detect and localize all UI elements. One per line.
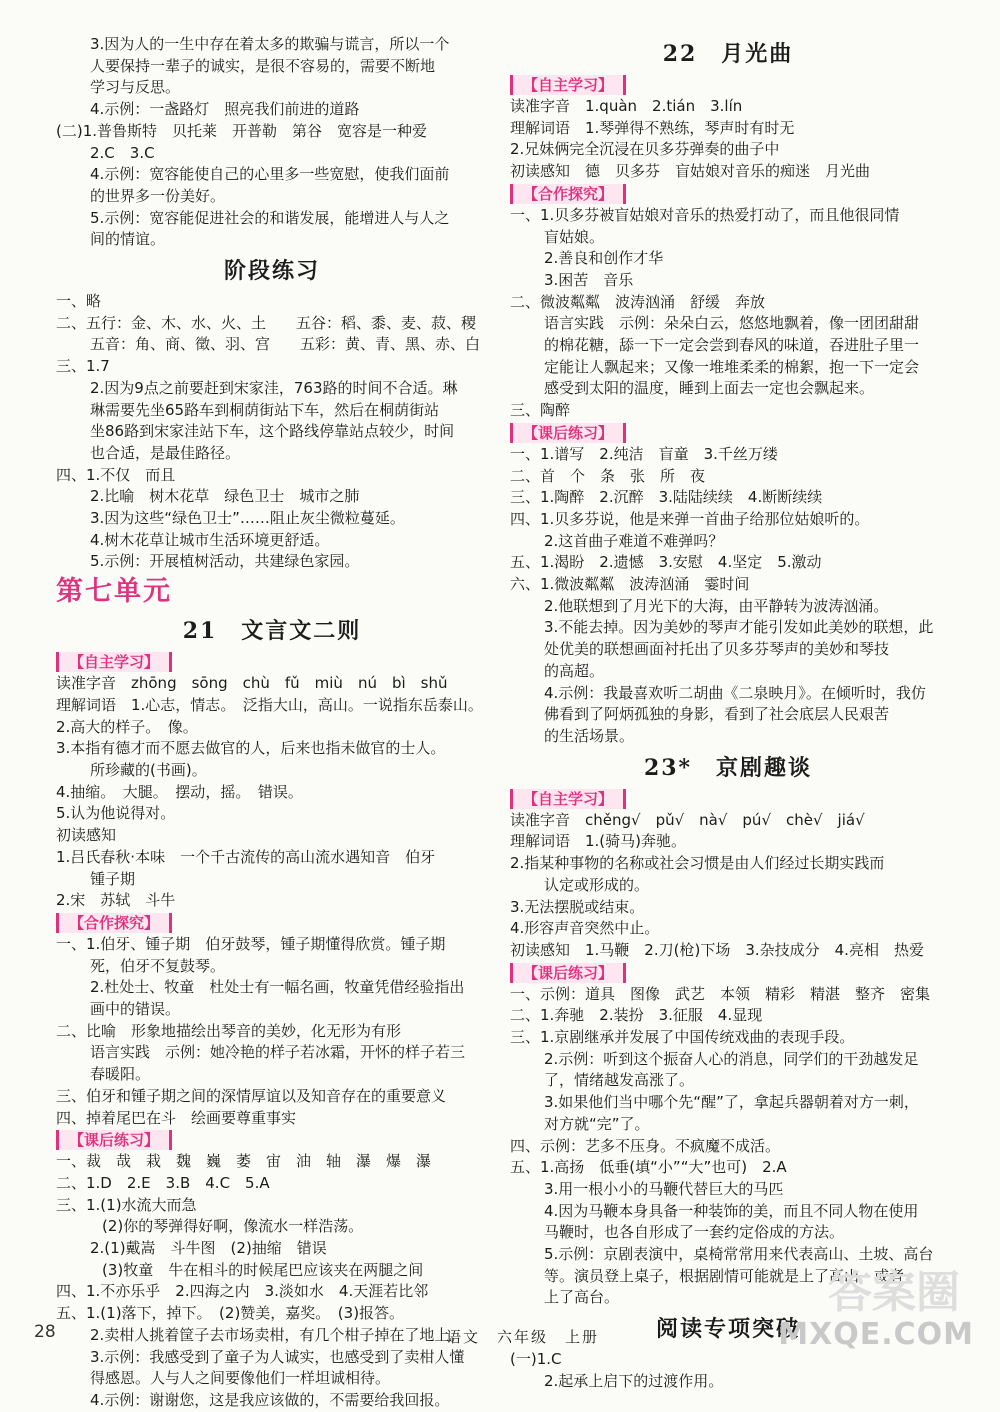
answer-line: 四、1.不亦乐乎 2.四海之内 3.淡如水 4.天涯若比邻 [56, 1282, 429, 1301]
section-tag: 【自主学习】 [56, 652, 172, 672]
answer-line: (一)1.C [510, 1350, 562, 1369]
answer-line: 二、五行：金、木、水、火、土 五谷：稻、黍、麦、菽、稷 [56, 313, 477, 332]
answer-line: 死，伯牙不复鼓琴。 [90, 956, 226, 975]
answer-line: 3.本指有德才而不愿去做官的人，后来也指未做官的士人。 [56, 739, 446, 758]
answer-line: 理解词语 1.琴弹得不熟练，琴声时有时无 [510, 118, 795, 137]
answer-line: 锺子期 [90, 869, 136, 888]
answer-line: 二、1.奔驰 2.装扮 3.征服 4.显现 [510, 1006, 763, 1025]
answer-line: 3.不能去掉。因为美妙的琴声才能引发如此美妙的联想，此 [544, 618, 934, 637]
answer-line: 3.无法摆脱或结束。 [510, 897, 645, 916]
answer-line: 2.善良和创作才华 [544, 249, 664, 268]
answer-line: 人要保持一辈子的诚实，是很不容易的，需要不断地 [90, 56, 436, 75]
answer-line: 理解词语 1.心志，情志。 泛指大山，高山。一说指东岳泰山。 [56, 695, 483, 714]
answer-line: 2.高大的样子。 像。 [56, 717, 198, 736]
answer-line: 4.树木花草让城市生活环境更舒适。 [90, 530, 330, 549]
answer-line: 处优美的联想画面衬托出了贝多芬琴声的美妙和琴技 [544, 640, 890, 659]
section-tag: 【自主学习】 [510, 789, 626, 809]
answer-line: 4.示例：宽容能使自己的心里多一些宽慰，使我们面前 [90, 165, 450, 184]
section-tag-row [510, 422, 946, 444]
section-tag: 【自主学习】 [510, 75, 626, 95]
answer-line: 3.因为人的一生中存在着太多的欺骗与谎言，所以一个 [90, 35, 450, 53]
answer-line: 的高超。 [544, 661, 605, 680]
section-tag-row [56, 651, 488, 673]
answer-line: 2.兄妹俩完全沉浸在贝多芬弹奏的曲子中 [510, 140, 780, 159]
answer-line: 3.因为这些“绿色卫士”……阻止灰尘微粒蔓延。 [90, 509, 405, 528]
answer-line: 三、1.京剧继承并发展了中国传统戏曲的表现手段。 [510, 1028, 855, 1047]
answer-line: 2.杜处士、牧童 杜处士有一幅名画，牧童凭借经验指出 [90, 978, 465, 997]
answer-line: 马鞭时，也各自形成了一套约定俗成的方法。 [544, 1223, 845, 1242]
answer-line: 读准字音 chěng√ pǔ√ nà√ pú√ chè√ jiá√ [510, 810, 865, 829]
answer-line: 一、1.贝多芬被盲姑娘对音乐的热爱打动了，而且他很同情 [510, 205, 900, 224]
answer-line: 五、1.渴盼 2.遗憾 3.安慰 4.坚定 5.激动 [510, 553, 822, 572]
answer-line: 一、裁 哉 栽 魏 巍 萎 宙 油 轴 瀑 爆 瀑 [56, 1152, 432, 1171]
answer-line: 春暖阳。 [90, 1065, 151, 1084]
answer-line: 4.抽缩。 大腿。 摆动，摇。 错误。 [56, 782, 303, 801]
answer-line: 五音：角、商、徵、羽、宫 五彩：黄、青、黑、赤、白 [90, 335, 481, 354]
watermark-site: MXQE.COM [778, 1317, 974, 1352]
answer-line: 坐86路到宋家洼站下车，这个路线停靠站点较少，时间 [90, 422, 455, 441]
answer-line: 2.比喻 树木花草 绿色卫士 城市之肺 [90, 487, 360, 506]
answer-line: 一、示例：道具 图像 武艺 本领 精彩 精湛 整齐 密集 [510, 984, 931, 1003]
answer-line: 画中的错误。 [90, 1000, 181, 1019]
answer-line: 5.示例：京剧表演中，桌椅常常用来代表高山、土坡、高台 [544, 1245, 934, 1264]
answer-line: 4.示例：我最喜欢听二胡曲《二泉映月》。在倾听时，我仿 [544, 683, 926, 702]
answer-line: 等。演员登上桌子，根据剧情可能就是上了高山，或者 [544, 1266, 905, 1285]
answer-line: 4.形容声音突然中止。 [510, 919, 660, 938]
section-tag-row [510, 962, 946, 984]
section-tag: 【合作探究】 [56, 913, 172, 933]
answer-line: 2.(1)戴嵩 斗牛图 (2)抽缩 错误 [90, 1239, 327, 1258]
answer-line: 2.示例：听到这个振奋人心的消息，同学们的干劲越发足 [544, 1049, 919, 1068]
answer-line: 四、示例：艺多不压身。不疯魔不成活。 [510, 1136, 781, 1155]
answer-line: 间的情谊。 [90, 230, 166, 249]
answer-line: 2.C 3.C [90, 143, 155, 162]
page-number: 28 [34, 1322, 56, 1342]
answer-line: 一、1.谱写 2.纯洁 盲童 3.千丝万缕 [510, 444, 778, 463]
section-tag-row [56, 1129, 488, 1151]
answer-line: 五、1.高扬 低垂(填“小”“大”也可) 2.A [510, 1158, 787, 1177]
answer-line: 5.认为他说得对。 [56, 804, 176, 823]
answer-line: 定能让人飘起来；又像一堆堆柔柔的棉絮，抱一下一定会 [544, 357, 920, 376]
answer-line: 2.指某种事物的名称或社会习惯是由人们经过长期实践而 [510, 854, 885, 873]
answer-line: 4.示例：一盏路灯 照亮我们前进的道路 [90, 100, 360, 119]
answer-line: 读准字音 1.quàn 2.tián 3.lín [510, 97, 743, 115]
answer-line: 初读感知 1.马鞭 2.刀(枪)下场 3.杂技成分 4.亮相 热爱 [510, 940, 924, 959]
answer-line: 初读感知 德 贝多芬 盲姑娘对音乐的痴迷 月光曲 [510, 162, 871, 181]
answer-line: 3.示例：我感受到了童子为人诚实，也感受到了卖柑人懂 [90, 1347, 465, 1366]
answer-line: 一、略 [56, 292, 102, 311]
answer-line: 4.因为马鞭本身具备一种装饰的美，而且不同人物在使用 [544, 1201, 919, 1220]
answer-line: 三、1.陶醉 2.沉醉 3.陆陆续续 4.断断续续 [510, 488, 823, 507]
answer-line: 对方就“完”了。 [544, 1114, 650, 1133]
unit-heading: 第七单元 [56, 576, 172, 608]
answer-line: 所珍藏的(书画)。 [90, 760, 207, 779]
answer-line: 三、1.(1)水流大而急 [56, 1195, 197, 1214]
section-title: 22 月光曲 [662, 41, 794, 67]
answer-line: 3.如果他们当中哪个先“醒”了，拿起兵器朝着对方一刺， [544, 1093, 919, 1112]
answer-line: 5.示例：宽容能促进社会的和谐发展，能增进人与人之 [90, 208, 450, 227]
footer-subject-grade: 语文 六年级 上册 [446, 1328, 600, 1346]
answer-line: 语言实践 示例：朵朵白云，悠悠地飘着，像一团团甜甜 [544, 314, 920, 333]
section-title: 23* 京剧趣谈 [643, 754, 813, 781]
answer-line: 2.卖柑人挑着筐子去市场卖柑，有几个柑子掉在了地上。 [90, 1325, 465, 1344]
answer-line: 三、陶醉 [510, 401, 571, 420]
answer-line: 二、首 个 条 张 所 夜 [510, 466, 706, 485]
answer-line: 的棉花糖，舔一下一定会尝到春风的味道，吞进肚子里一 [544, 336, 920, 355]
answer-line: 也合适，是最佳路径。 [90, 443, 241, 462]
answer-line: 2.起承上启下的过渡作用。 [544, 1371, 724, 1390]
answer-line: 3.用一根小小的马鞭代替巨大的马匹 [544, 1179, 784, 1198]
watermark-answer: 答案圈 [828, 1267, 960, 1318]
section-tag: 【课后练习】 [56, 1130, 172, 1150]
answer-line: 1.吕氏春秋·本味 一个千古流传的高山流水遇知音 伯牙 [56, 847, 436, 866]
answer-line: 读准字音 zhōng sōng chù fǔ miù nú bì shǔ [56, 674, 448, 693]
section-tag-row [510, 788, 946, 810]
section-tag: 【课后练习】 [510, 963, 626, 983]
answer-line: 理解词语 1.(骑马)奔驰。 [510, 832, 687, 851]
section-tag-row [510, 74, 946, 96]
answer-line: 初读感知 [56, 826, 117, 845]
answer-line: 二、微波粼粼 波涛汹涌 舒缓 奔放 [510, 292, 766, 311]
answer-line: 2.他联想到了月光下的大海，由平静转为波涛汹涌。 [544, 596, 889, 615]
answer-line: 琳需要先坐65路车到桐荫街站下车，然后在桐荫街站 [90, 400, 440, 419]
answer-line: (二)1.普鲁斯特 贝托莱 开普勒 第谷 宽容是一种爱 [56, 121, 428, 140]
answer-line: 认定或形成的。 [544, 875, 650, 894]
right-column [510, 34, 946, 1393]
section-tag: 【课后练习】 [510, 423, 626, 443]
answer-line: 了，情绪越发高涨了。 [544, 1071, 695, 1090]
answer-line: 2.这首曲子难道不难弹吗？ [544, 531, 724, 550]
answer-line: 六、1.微波粼粼 波涛汹涌 霎时间 [510, 575, 750, 594]
section-title: 阅读专项突破 [655, 1316, 800, 1343]
section-tag-row [56, 912, 488, 934]
answer-line: 语言实践 示例：她冷艳的样子若冰霜，开怀的样子若三 [90, 1043, 466, 1062]
answer-line: (3)牧童 牛在相斗的时候尾巴应该夹在两腿之间 [102, 1260, 424, 1279]
answer-line: 二、比喻 形象地描绘出琴音的美妙，化无形为有形 [56, 1021, 402, 1040]
answer-line: 四、1.不仅 而且 [56, 465, 176, 484]
answer-line: (2)你的琴弹得好啊，像流水一样浩荡。 [102, 1217, 364, 1236]
answer-line: 得感恩。人与人之间要像他们一样坦诚相待。 [90, 1369, 391, 1388]
answer-line: 的生活场景。 [544, 726, 635, 745]
answer-line: 5.示例：开展植树活动，共建绿色家园。 [90, 552, 360, 571]
left-column [56, 34, 488, 1412]
answer-line: 四、1.贝多芬说，他是来弹一首曲子给那位姑娘听的。 [510, 509, 870, 528]
section-tag: 【合作探究】 [510, 184, 626, 204]
answer-line: 一、1.伯牙、锺子期 伯牙鼓琴，锺子期懂得欣赏。锺子期 [56, 934, 446, 953]
answer-line: 三、伯牙和锺子期之间的深情厚谊以及知音存在的重要意义 [56, 1086, 447, 1105]
answer-line: 二、1.D 2.E 3.B 4.C 5.A [56, 1173, 270, 1192]
answer-line: 盲姑娘。 [544, 227, 605, 246]
answer-line: 上了高台。 [544, 1288, 620, 1307]
answer-line: 2.宋 苏轼 斗牛 [56, 891, 176, 910]
section-title: 阶段练习 [223, 258, 320, 285]
answer-line: 3.困苦 音乐 [544, 270, 634, 289]
section-title: 21 文言文二则 [182, 618, 362, 645]
answer-line: 学习与反思。 [90, 78, 181, 97]
answer-line: 佛看到了阿炳孤独的身影，看到了社会底层人民艰苦 [544, 705, 890, 724]
answer-line: 4.示例：谢谢您，这是我应该做的，不需要给我回报。 [90, 1390, 450, 1409]
answer-line: 感受到太阳的温度，睡到上面去一定也会飘起来。 [544, 379, 875, 398]
answer-line: 五、1.(1)落下，掉下。 (2)赞美，嘉奖。 (3)报答。 [56, 1304, 405, 1323]
answer-line: 2.因为9点之前要赶到宋家洼，763路的时间不合适。琳 [90, 378, 458, 397]
answer-line: 三、1.7 [56, 357, 110, 376]
answer-line: 四、掉着尾巴在斗 绘画要尊重事实 [56, 1108, 297, 1127]
answer-line: 的世界多一份美好。 [90, 186, 226, 205]
section-tag-row [510, 183, 946, 205]
